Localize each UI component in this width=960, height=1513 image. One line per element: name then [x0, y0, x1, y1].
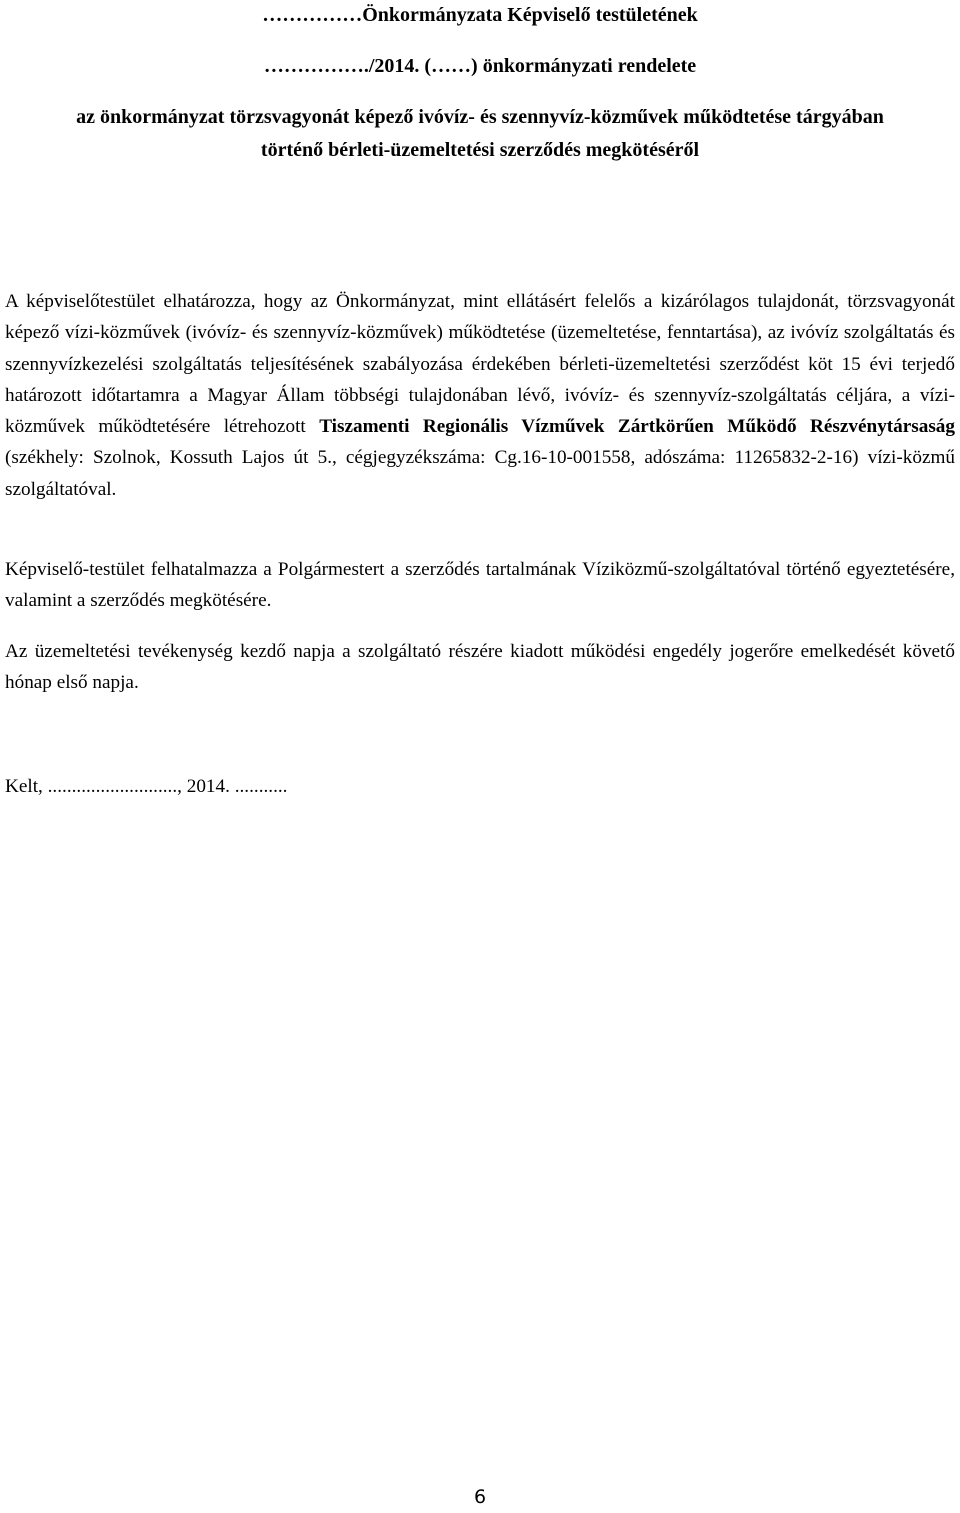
resolution-text-a: A képviselőtestület elhatározza, hogy az Önkormányzat, mint ellátásért felelős a kizárólagos tulajdonát, törzsvagyonát képező vízi-közművek (ivóvíz- és szennyvíz-közművek) működtetése (üzemeltetése, fenntartása), az ivóvíz szolgáltatás és szennyvízkezelési szolgáltatás teljesítésének szabályozása érdekében bérleti-üzemeltetési szerződést köt 15 évi terjedő határozott időtartamra a Magyar Állam többségi tulajdonában lévő, ivóvíz- és szennyvíz-szolgáltatás céljára, a vízi-közművek működtetésére létrehozott — [5, 291, 955, 438]
page-number: 6 — [473, 1486, 487, 1508]
authorization-paragraph: Képviselő-testület felhatalmazza a Polgármestert a szerződés tartalmának Víziközmű-szolgáltatóval történő egyeztetésére, valamint a szerződés megkötésére. — [5, 559, 955, 612]
resolution-paragraph — [5, 286, 955, 505]
company-name: Tiszamenti Regionális Vízművek Zártkörűen Működő Részvénytársaság — [319, 416, 955, 438]
date-line: Kelt, ..........................., 2014. ........... — [5, 776, 288, 797]
start-date-paragraph: Az üzemeltetési tevékenység kezdő napja a szolgáltató részére kiadott működési engedély jogerőre emelkedését követő hónap első napja. — [5, 641, 955, 694]
decree-title-line-1: az önkormányzat törzsvagyonát képező ivóvíz- és szennyvíz-közművek működtetése tárgyában — [76, 106, 884, 128]
council-heading: ……………Önkormányzata Képviselő testületének — [262, 4, 698, 26]
decree-number-heading: ……………./2014. (……) önkormányzati rendelete — [263, 55, 697, 77]
resolution-text-b: (székhely: Szolnok, Kossuth Lajos út 5., cégjegyzékszáma: Cg.16-10-001558, adószáma: 11265832-2-16) vízi-közmű szolgáltatóval. — [5, 447, 955, 500]
decree-title-line-2: történő bérleti-üzemeltetési szerződés megkötéséről — [260, 139, 700, 161]
